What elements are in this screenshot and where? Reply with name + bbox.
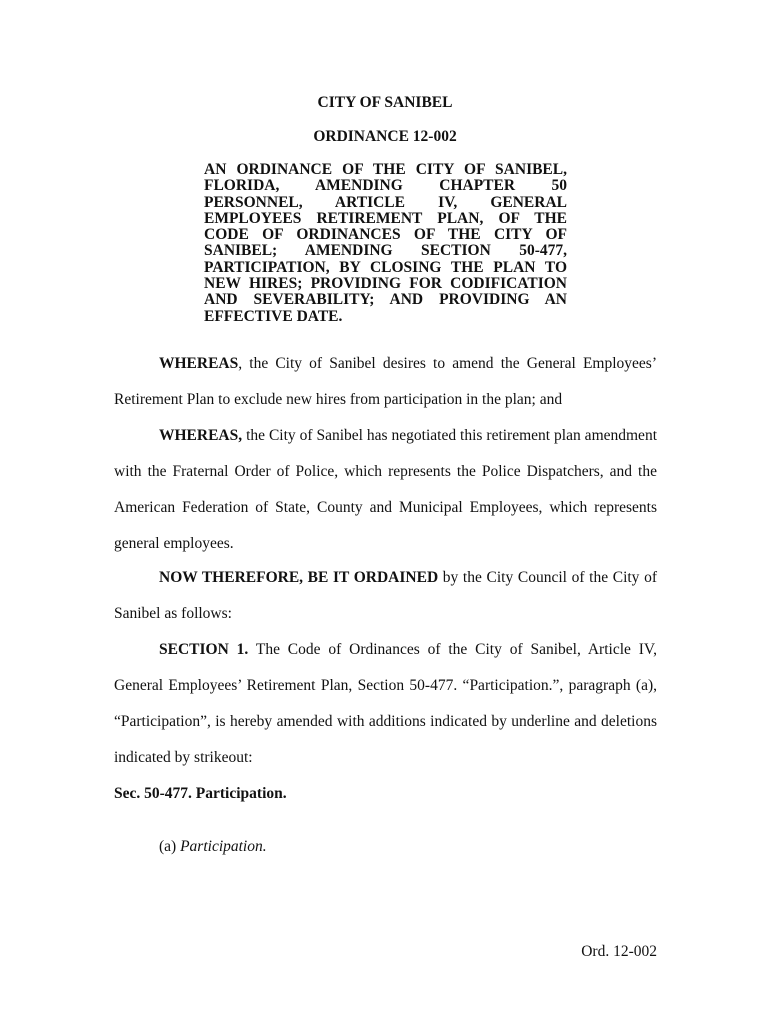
whereas-lead-1: WHEREAS: [159, 355, 239, 372]
whereas-text-2: the City of Sanibel has negotiated this retirement plan amendment with the Fraternal Order of Police, which represents the Police Dispatchers, and the American Federation of State, County and Municipal Employees, which represents general employees.: [114, 427, 657, 552]
section-1-lead: SECTION 1.: [159, 641, 249, 658]
page-footer-label: Ord. 12-002: [581, 943, 657, 960]
whereas-paragraph-2: [114, 418, 657, 562]
whereas-text-1: , the City of Sanibel desires to amend the General Employees’ Retirement Plan to exclude new hires from participation in the plan; and: [114, 355, 657, 408]
ordained-paragraph: [114, 560, 657, 632]
section-1-text: The Code of Ordinances of the City of Sanibel, Article IV, General Employees’ Retirement Plan, Section 50-477. “Participation.”, paragraph (a), “Participation”, is hereby amended with additions indicated by underline and deletions indicated by strikeout:: [114, 641, 657, 766]
document-title: CITY OF SANIBEL: [317, 94, 453, 111]
subsection-a: [159, 838, 267, 856]
ordinance-number: ORDINANCE 12-002: [313, 128, 457, 145]
subsection-marker: (a): [159, 838, 181, 855]
ordained-lead: NOW THEREFORE, BE IT ORDAINED: [159, 569, 439, 586]
ordinance-caption: AN ORDINANCE OF THE CITY OF SANIBEL, FLORIDA, AMENDING CHAPTER 50 PERSONNEL, ARTICLE IV, GENERAL EMPLOYEES RETIREMENT PLAN, OF THE CODE OF ORDINANCES OF THE CITY OF SANIBEL; AMENDING SECTION 50-477, PARTICIPATION, BY CLOSING THE PLAN TO NEW HIRES; PROVIDING FOR CODIFICATION AND SEVERABILITY; AND PROVIDING AN EFFECTIVE DATE.: [204, 161, 567, 325]
whereas-paragraph-1: [114, 346, 657, 418]
whereas-lead-2: WHEREAS,: [159, 427, 243, 444]
ordained-text: by the City Council of the City of Sanibel as follows:: [114, 569, 657, 622]
subsection-title: Participation.: [180, 838, 267, 855]
section-1-paragraph: [114, 632, 657, 776]
section-heading: Sec. 50-477. Participation.: [114, 785, 287, 802]
